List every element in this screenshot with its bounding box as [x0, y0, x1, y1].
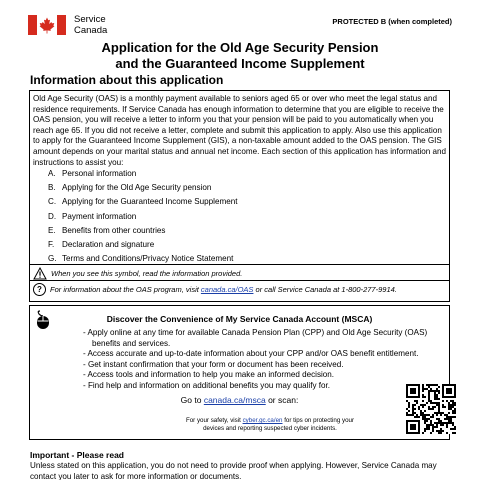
section-label: Terms and Conditions/Privacy Notice Statement	[62, 254, 234, 264]
qr-code-icon[interactable]	[406, 384, 456, 434]
list-item	[48, 169, 237, 183]
list-item: - Access accurate and up-to-date information about your CPP and/or OAS benefit entitlement.	[83, 349, 419, 359]
section-heading: Information about this application	[30, 73, 224, 87]
help-note	[50, 285, 397, 294]
warning-triangle-icon	[33, 267, 47, 280]
msca-benefits-list	[83, 328, 433, 392]
divider	[30, 264, 449, 265]
section-letter: A.	[48, 169, 56, 178]
section-label: Applying for the Old Age Security pension	[62, 183, 212, 193]
goto-suffix: or scan:	[265, 395, 299, 405]
msca-goto-line	[30, 395, 449, 405]
form-title-line1: Application for the Old Age Security Pension	[101, 40, 379, 55]
dept-name-line1: Service	[74, 14, 106, 25]
section-list	[48, 169, 237, 268]
help-note-prefix: For information about the OAS program, visit	[50, 285, 201, 294]
dept-name-line2: Canada	[74, 24, 108, 36]
list-item: - Get instant confirmation that your form or document has been received.	[83, 359, 344, 369]
form-title	[0, 40, 480, 72]
list-item: - Access tools and information to help you make an informed decision.	[83, 370, 335, 380]
safety-prefix: For your safety, visit	[185, 417, 243, 424]
protected-label: PROTECTED B (when completed)	[332, 17, 452, 26]
list-item	[48, 197, 237, 211]
section-label: Benefits from other countries	[62, 225, 166, 235]
cyber-safety-note	[185, 417, 355, 433]
help-note-row	[33, 283, 397, 296]
msca-title: Discover the Convenience of My Service Canada Account (MSCA)	[106, 314, 373, 324]
list-item	[48, 240, 237, 254]
section-letter: D.	[48, 211, 57, 221]
warning-note: When you see this symbol, read the information provided.	[51, 269, 243, 278]
service-canada-signature	[28, 15, 107, 36]
oas-link[interactable]: canada.ca/OAS	[200, 285, 254, 294]
question-circle-icon: ?	[33, 283, 46, 296]
section-label: Declaration and signature	[62, 239, 155, 249]
section-label: Applying for the Guaranteed Income Supplement	[62, 197, 238, 207]
section-letter: E.	[48, 225, 56, 235]
section-letter: C.	[48, 197, 57, 207]
list-item	[48, 183, 237, 197]
important-text: Unless stated on this application, you do not need to provide proof when applying. However, Service Canada may contact you later to ask for more information or documents.	[30, 461, 437, 480]
form-title-line2: and the Guaranteed Income Supplement	[115, 56, 365, 71]
list-item: - Find help and information on additional benefits you may qualify for.	[83, 380, 331, 390]
intro-paragraph: Old Age Security (OAS) is a monthly payment available to seniors aged 65 or over who meet the legal status and residence requirements. If Service Canada has enough information to determine that you are eligible to receive the OAS pension, you will receive a letter to inform you that your pension will be paid to you automatically when you reach age 65. If you did not receive a letter, complete and submit this application to apply. Also use this application to apply for the Guaranteed Income Supplement (GIS), a non-taxable amount added to the OAS pension. The GIS amount depends on your marital status and annual net income. Each section of this application has information and instructions to assist you:	[33, 94, 447, 167]
list-item	[48, 226, 237, 240]
msca-box	[29, 305, 450, 440]
section-label: Payment information	[62, 211, 137, 221]
msca-link[interactable]: canada.ca/msca	[203, 395, 266, 405]
important-heading: Important - Please read	[30, 450, 125, 460]
section-letter: B.	[48, 183, 56, 193]
safety-suffix: for tips on protecting your devices and reporting suspected cyber incidents.	[203, 417, 355, 432]
divider	[30, 280, 449, 281]
section-letter: G.	[48, 254, 57, 264]
section-letter: F.	[48, 239, 55, 249]
warning-note-row	[33, 267, 242, 280]
help-note-suffix: or call Service Canada at 1-800-277-9914.	[253, 285, 397, 294]
list-item	[48, 212, 237, 226]
info-box	[29, 90, 450, 302]
list-item: - Apply online at any time for available Canada Pension Plan (CPP) and Old Age Security (OAS) benefits and services.	[83, 328, 428, 348]
canada-flag-icon	[28, 15, 66, 35]
goto-prefix: Go to	[180, 395, 204, 405]
section-label: Personal information	[62, 169, 137, 178]
cyber-link[interactable]: cyber.gc.ca/en	[242, 417, 283, 424]
